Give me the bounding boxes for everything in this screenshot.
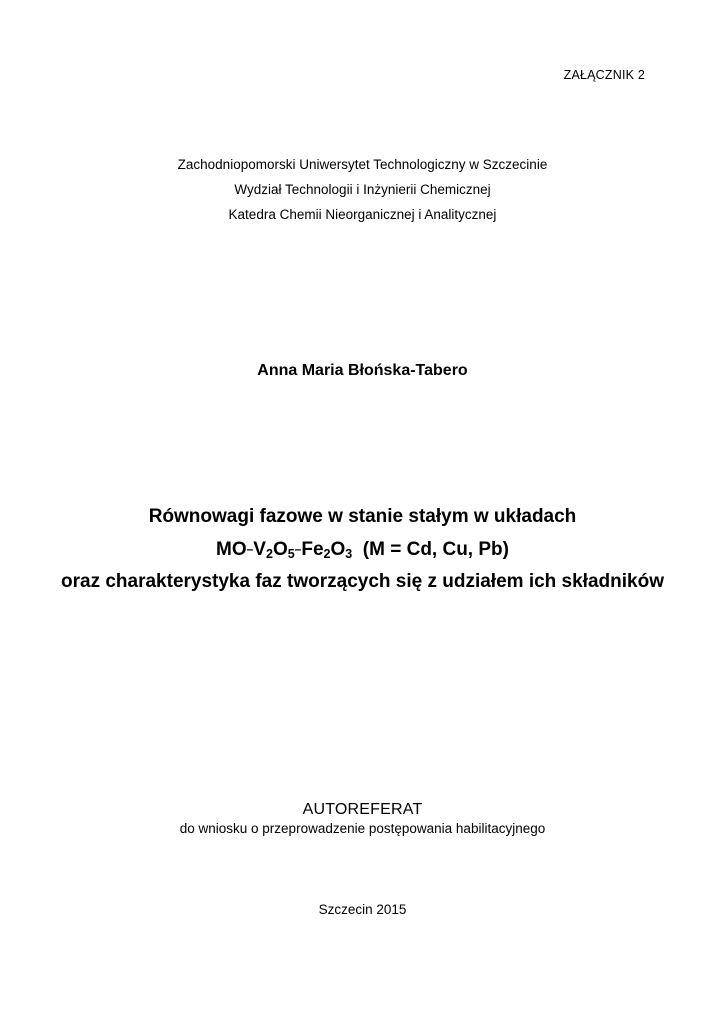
- formula-dash-1: –: [246, 542, 254, 556]
- document-title: [0, 501, 725, 598]
- title-line-1: Równowagi fazowe w stanie stałym w układach: [148, 506, 577, 527]
- title-formula-line: [0, 533, 725, 566]
- report-title: AUTOREFERAT: [302, 801, 423, 818]
- department-name: Katedra Chemii Nieorganicznej i Analitycznej: [228, 207, 497, 222]
- formula-condition: (M = Cd, Cu, Pb): [352, 539, 509, 560]
- faculty-name: Wydział Technologii i Inżynierii Chemicznej: [234, 182, 491, 197]
- formula-o-1: O: [272, 539, 288, 560]
- formula-v-subscript: 2: [265, 547, 273, 561]
- formula-fe-subscript: 2: [323, 547, 331, 561]
- place-date: Szczecin 2015: [318, 902, 407, 917]
- title-line-3: oraz charakterystyka faz tworzących się z udziałem ich składników: [61, 571, 664, 592]
- institution-block: [0, 152, 725, 227]
- formula-o-1-subscript: 5: [287, 547, 295, 561]
- formula-o-2-subscript: 3: [345, 547, 353, 561]
- report-subtitle: do wniosku o przeprowadzenie postępowania habilitacyjnego: [179, 821, 546, 836]
- university-name: Zachodniopomorski Uniwersytet Technologiczny w Szczecinie: [177, 157, 548, 172]
- formula-dash-2: –: [294, 542, 302, 556]
- formula-o-2: O: [330, 539, 346, 560]
- author-name: Anna Maria Błońska-Tabero: [257, 362, 468, 379]
- formula-mo: MO: [216, 539, 247, 560]
- formula-v: V: [253, 539, 266, 560]
- annex-label: ZAŁĄCZNIK 2: [563, 68, 645, 82]
- report-block: [0, 800, 725, 838]
- formula-fe: Fe: [301, 539, 324, 560]
